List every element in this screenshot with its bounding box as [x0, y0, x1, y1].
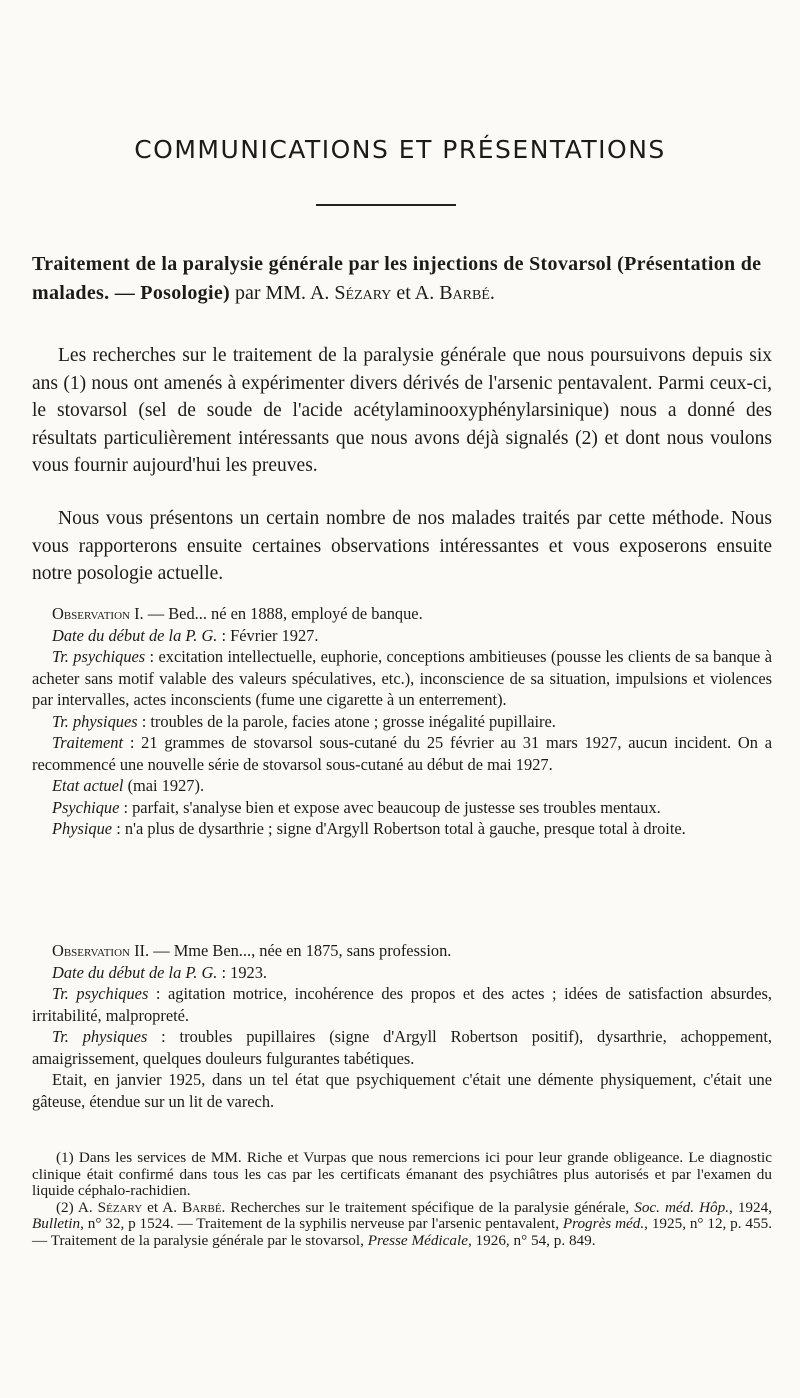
fn2-journal-2: Bulletin	[32, 1215, 81, 1232]
title-and: et A.	[391, 282, 440, 304]
obs1-psychic	[32, 646, 772, 711]
obs2-date	[32, 962, 772, 984]
title-end: .	[489, 282, 495, 304]
obs1-treatment-text: : 21 grammes de stovarsol sous-cutané du 25 février au 31 mars 1927, aucun incident. On a recommencé une nouvelle série de stovarsol sous-cutané au début de mai 1927.	[32, 733, 772, 774]
obs1-psychique	[32, 797, 772, 819]
obs1-psychique-label: Psychique	[52, 797, 120, 817]
obs1-psychique-text: : parfait, s'analyse bien et expose avec beaucoup de justesse ses troubles mentaux.	[119, 797, 661, 817]
fn2-text-4: , 1925, n° 12, p. 455. — Traitement de la paralysie générale par le stovarsol,	[32, 1215, 772, 1249]
fn2-number: (2) A.	[56, 1198, 98, 1216]
obs2-psychic-text: : agitation motrice, incohérence des propos et des actes ; idées de satisfaction absurdes, irritabilité, malpropreté.	[32, 984, 772, 1025]
obs2-psychic	[32, 983, 772, 1026]
author-sezary: Sézary	[334, 282, 392, 304]
observation-2	[32, 940, 772, 1112]
obs2-patient: — Mme Ben..., née en 1875, sans profession.	[149, 941, 452, 960]
obs1-physique	[32, 818, 772, 840]
obs1-date-label: Date du début de la P. G.	[52, 625, 218, 645]
obs2-state: Etait, en janvier 1925, dans un tel état que psychiquement c'était une démente physiquement, c'était une gâteuse, étendue sur un lit de varech.	[32, 1070, 772, 1111]
footnotes	[32, 1150, 772, 1249]
heading-divider	[316, 204, 456, 206]
fn2-journal-3: Progrès méd.	[562, 1215, 645, 1232]
observation-1	[32, 603, 772, 840]
fn2-journal-4: Presse Médicale	[367, 1231, 468, 1249]
article-title	[32, 250, 772, 308]
footnote-2	[32, 1200, 772, 1250]
obs1-treatment	[32, 732, 772, 775]
intro-paragraph-1: Les recherches sur le traitement de la paralysie générale que nous poursuivons depuis six ans (1) nous ont amenés à expérimenter divers dérivés de l'arsenic pentavalent. Parmi ceux-ci, le stovarsol (sel de soude de l'acide acétylaminooxyphénylarsinique) nous a donné des résultats particulièrement intéressants que nous avons déjà signalés (2) et dont nous voulons vous fournir aujourd'hui les preuves.	[32, 345, 772, 476]
obs1-current-state-label: Etat actuel	[52, 776, 124, 795]
obs1-physique-text: : n'a plus de dysarthrie ; signe d'Argyll Robertson total à gauche, presque total à droite.	[112, 819, 686, 838]
obs2-date-label: Date du début de la P. G.	[52, 962, 218, 982]
obs2-psychic-label: Tr. psychiques	[52, 984, 149, 1003]
intro-paragraph-2: Nous vous présentons un certain nombre de nos malades traités par cette méthode. Nous vous rapporterons ensuite certaines observations intéressantes et vous exposerons ensuite notre posologie actuelle.	[32, 508, 772, 584]
obs2-physical	[32, 1026, 772, 1069]
author-barbe: Barbé	[439, 282, 490, 304]
fn2-author-barbe: Barbé	[182, 1198, 222, 1216]
fn2-journal-1: Soc. méd. Hôp.	[634, 1198, 730, 1216]
obs1-treatment-label: Traitement	[52, 733, 124, 752]
obs1-physique-label: Physique	[52, 819, 113, 838]
obs2-physical-label: Tr. physiques	[52, 1027, 148, 1046]
title-main: Traitement de la paralysie générale par les injections de Stovarsol (Présentation de malades. — Posologie)	[32, 253, 762, 304]
fn2-author-sezary: Sézary	[97, 1198, 143, 1216]
obs1-date	[32, 625, 772, 647]
fn2-text-2: , 1924,	[729, 1198, 773, 1216]
obs2-physical-text: : troubles pupillaires (signe d'Argyll Robertson positif), dysarthrie, achoppement, amaigrissement, quelques douleurs fulgurantes tabétiques.	[32, 1027, 772, 1068]
section-heading: COMMUNICATIONS ET PRÉSENTATIONS	[134, 135, 666, 164]
obs1-header	[32, 603, 772, 625]
fn2-text-3: , n° 32, p 1524. — Traitement de la syphilis nerveuse par l'arsenic pentavalent,	[80, 1215, 563, 1232]
fn2-text-1: . Recherches sur le traitement spécifique de la paralysie générale,	[221, 1198, 635, 1216]
obs1-current-state-text: (mai 1927).	[123, 776, 205, 795]
obs2-title: Observation II.	[52, 941, 150, 960]
obs2-header	[32, 940, 772, 962]
obs1-date-value: : Février 1927.	[217, 625, 319, 645]
obs1-psychic-text: : excitation intellectuelle, euphorie, conceptions ambitieuses (pousse les clients de sa banque à acheter sans motif valable des valeurs spéculatives, etc.), inconscience de sa situation, impulsions et violences par intervalles, actes inconscients (fume une cigarette à un enterrement).	[32, 647, 772, 709]
fn2-and: et A.	[142, 1198, 183, 1216]
obs1-current-state	[32, 775, 772, 797]
obs1-physical-text: : troubles de la parole, facies atone ; grosse inégalité pupillaire.	[137, 711, 556, 731]
obs1-physical-label: Tr. physiques	[52, 711, 138, 731]
footnote-1: (1) Dans les services de MM. Riche et Vurpas que nous remercions ici pour leur grande obligeance. Le diagnostic clinique était confirmé dans tous les cas par les certificats émanant des psychiâtres plus autorisés et par l'examen du liquide céphalo-rachidien.	[32, 1149, 772, 1199]
obs1-psychic-label: Tr. psychiques	[52, 647, 146, 666]
obs1-title: Observation I.	[52, 604, 144, 623]
obs1-patient: — Bed... né en 1888, employé de banque.	[143, 604, 423, 623]
fn2-text-5: , 1926, n° 54, p. 849.	[467, 1231, 596, 1249]
title-by: par MM. A.	[229, 282, 335, 304]
obs1-physical	[32, 711, 772, 733]
obs2-date-value: : 1923.	[217, 962, 268, 982]
